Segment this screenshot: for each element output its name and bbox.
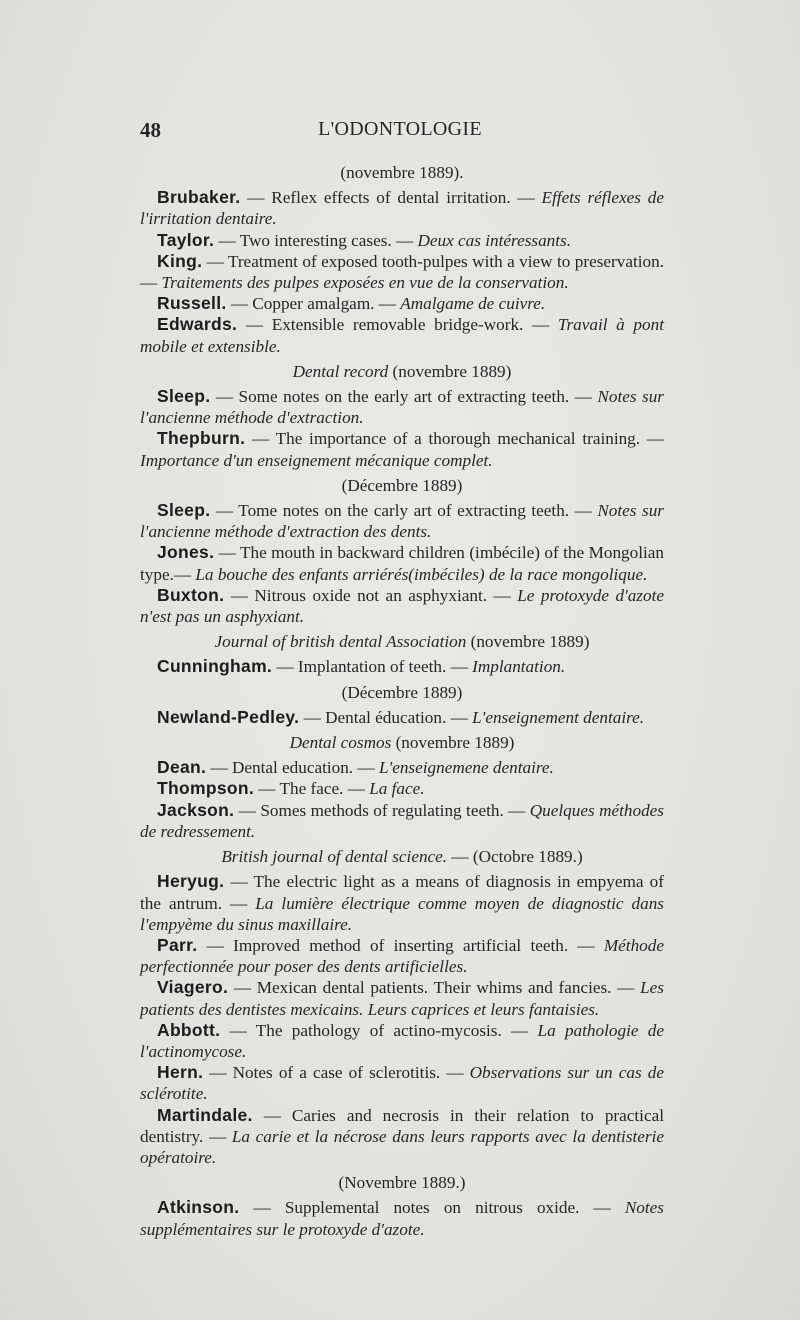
author-name: Thompson. bbox=[157, 778, 254, 799]
bibliography-entry bbox=[140, 1197, 664, 1239]
issue-date: (Décembre 1889) bbox=[341, 475, 463, 495]
english-title: — The face. — bbox=[254, 779, 370, 799]
issue-date: (Décembre 1889) bbox=[341, 682, 463, 702]
issue-date: (novembre 1889). bbox=[340, 163, 464, 182]
section-heading bbox=[140, 846, 664, 867]
bibliography-entry bbox=[140, 1020, 664, 1062]
section-heading bbox=[140, 682, 664, 703]
english-title: — Mexican dental patients. Their whims and fancies. — bbox=[228, 978, 641, 998]
section-heading bbox=[140, 631, 664, 652]
section-heading bbox=[140, 475, 664, 496]
french-translation: L'enseignement dentaire. bbox=[472, 707, 645, 727]
journal-title: Dental record bbox=[292, 361, 389, 381]
french-translation: La face. bbox=[369, 779, 425, 799]
author-name: Heryug. bbox=[157, 871, 225, 892]
bibliography-entry bbox=[140, 871, 664, 935]
english-title: — Caries and necrosis in their relation to practical dentistry. — bbox=[140, 1105, 664, 1146]
bibliography-entry bbox=[140, 542, 664, 584]
author-name: Buxton. bbox=[157, 584, 225, 605]
english-title: — The mouth in backward children (imbécile) of the Mongolian type.— bbox=[140, 543, 664, 584]
french-translation: La carie et la nécrose dans leurs rapports avec la dentisterie opératoire. bbox=[140, 1126, 664, 1167]
french-translation: Amalgame de cuivre. bbox=[400, 294, 546, 314]
french-translation: Implantation. bbox=[472, 657, 566, 677]
author-name: Cunningham. bbox=[157, 656, 273, 677]
bibliography-content bbox=[140, 158, 664, 1240]
english-title: — Treatment of exposed tooth-pulpes with a view to preservation. — bbox=[140, 251, 664, 293]
author-name: Newland-Pedley. bbox=[157, 706, 300, 727]
bibliography-entry bbox=[140, 707, 664, 728]
french-translation: Travail à pont mobile et extensible. bbox=[140, 315, 664, 356]
english-title: — Supplemental notes on nitrous oxide. — bbox=[239, 1198, 625, 1218]
english-title: — Some notes on the early art of extracting teeth. — bbox=[210, 387, 598, 407]
bibliography-entry bbox=[140, 800, 664, 842]
journal-title: British journal of dental science. bbox=[221, 847, 448, 867]
bibliography-entry bbox=[140, 428, 664, 470]
author-name: Russell. bbox=[157, 293, 227, 314]
bibliography-entry bbox=[140, 500, 664, 542]
english-title: — Implantation of teeth. — bbox=[272, 657, 473, 677]
author-name: Sleep. bbox=[157, 386, 211, 407]
english-title: — Dental éducation. — bbox=[299, 707, 473, 727]
french-translation: L'enseignemene dentaire. bbox=[378, 758, 554, 778]
section-heading bbox=[140, 1172, 664, 1193]
section-heading bbox=[140, 162, 664, 183]
french-translation: La pathologie de l'actinomycose. bbox=[140, 1020, 664, 1061]
issue-date: (novembre 1889) bbox=[466, 632, 590, 652]
french-translation: Importance d'un enseignement mécanique complet. bbox=[140, 450, 493, 470]
page-header bbox=[140, 118, 660, 144]
author-name: Abbott. bbox=[157, 1019, 221, 1040]
issue-date: (novembre 1889) bbox=[388, 361, 512, 381]
issue-date: — (Octobre 1889.) bbox=[447, 847, 583, 867]
english-title: — Improved method of inserting artificial teeth. — bbox=[197, 935, 604, 955]
journal-title: Dental cosmos bbox=[289, 733, 392, 753]
bibliography-entry bbox=[140, 977, 664, 1019]
bibliography-entry bbox=[140, 251, 664, 293]
english-title: — Somes methods of regulating teeth. — bbox=[234, 800, 530, 820]
english-title: — Two interesting cases. — bbox=[214, 230, 418, 250]
english-title: — Copper amalgam. — bbox=[226, 294, 401, 314]
bibliography-entry bbox=[140, 314, 664, 356]
bibliography-entry bbox=[140, 1062, 664, 1104]
journal-title: Journal of british dental Association bbox=[214, 632, 467, 652]
french-translation: La bouche des enfants arriérés(imbéciles) de la race mongolique. bbox=[195, 564, 648, 584]
english-title: — The pathology of actino-mycosis. — bbox=[220, 1020, 538, 1040]
french-translation: Les patients des dentistes mexicains. Leurs caprices et leurs fantaisies. bbox=[140, 978, 664, 1019]
french-translation: La lumière électrique comme moyen de diagnostic dans l'empyème du sinus maxillaire. bbox=[140, 893, 664, 934]
author-name: Atkinson. bbox=[157, 1197, 240, 1218]
bibliography-entry bbox=[140, 1105, 664, 1169]
author-name: Dean. bbox=[157, 757, 207, 778]
author-name: Parr. bbox=[157, 934, 198, 955]
author-name: Edwards. bbox=[157, 314, 238, 335]
author-name: Jones. bbox=[157, 542, 215, 563]
french-translation: Deux cas intéressants. bbox=[417, 230, 572, 250]
english-title: — Extensible removable bridge-work. — bbox=[237, 315, 558, 335]
french-translation: Notes sur l'ancienne méthode d'extraction des dents. bbox=[140, 501, 664, 542]
french-translation: Notes supplémentaires sur le protoxyde d'azote. bbox=[140, 1198, 664, 1239]
issue-date: (novembre 1889) bbox=[391, 733, 515, 753]
english-title: — Dental education. — bbox=[206, 758, 379, 778]
bibliography-entry bbox=[140, 757, 664, 778]
section-heading bbox=[140, 732, 664, 753]
bibliography-entry bbox=[140, 293, 664, 314]
author-name: King. bbox=[157, 250, 203, 271]
french-translation: Méthode perfectionnée pour poser des dents artificielles. bbox=[140, 935, 664, 977]
bibliography-entry bbox=[140, 230, 664, 251]
french-translation: Notes sur l'ancienne méthode d'extraction. bbox=[140, 387, 664, 428]
english-title: — Notes of a case of sclerotitis. — bbox=[203, 1063, 470, 1083]
bibliography-entry bbox=[140, 778, 664, 799]
english-title: — The electric light as a means of diagnosis in empyema of the antrum. — bbox=[140, 872, 664, 913]
author-name: Jackson. bbox=[157, 799, 235, 820]
bibliography-entry bbox=[140, 585, 664, 627]
author-name: Martindale. bbox=[157, 1104, 253, 1125]
bibliography-entry bbox=[140, 656, 664, 677]
french-translation: Effets réflexes de l'irritation dentaire. bbox=[140, 188, 664, 229]
bibliography-entry bbox=[140, 386, 664, 428]
author-name: Taylor. bbox=[157, 229, 215, 250]
author-name: Hern. bbox=[157, 1062, 204, 1083]
running-title: L'ODONTOLOGIE bbox=[318, 118, 482, 140]
author-name: Viagero. bbox=[157, 977, 229, 998]
french-translation: Observations sur un cas de sclérotite. bbox=[140, 1063, 664, 1104]
page-number: 48 bbox=[140, 118, 161, 142]
author-name: Thepburn. bbox=[157, 428, 246, 449]
english-title: — Nitrous oxide not an asphyxiant. — bbox=[224, 585, 518, 605]
bibliography-entry bbox=[140, 187, 664, 229]
bibliography-entry bbox=[140, 935, 664, 977]
french-translation: Quelques méthodes de redressement. bbox=[140, 800, 664, 841]
english-title: — Tome notes on the carly art of extracting teeth. — bbox=[210, 501, 598, 521]
section-heading bbox=[140, 361, 664, 382]
french-translation: Le protoxyde d'azote n'est pas un asphyxiant. bbox=[140, 585, 664, 627]
english-title: — Reflex effects of dental irritation. — bbox=[240, 188, 542, 208]
english-title: — The importance of a thorough mechanical training. — bbox=[245, 429, 664, 449]
french-translation: Traitements des pulpes exposées en vue de la conservation. bbox=[161, 273, 569, 293]
issue-date: (Novembre 1889.) bbox=[338, 1173, 466, 1193]
author-name: Brubaker. bbox=[157, 187, 241, 208]
author-name: Sleep. bbox=[157, 500, 211, 521]
